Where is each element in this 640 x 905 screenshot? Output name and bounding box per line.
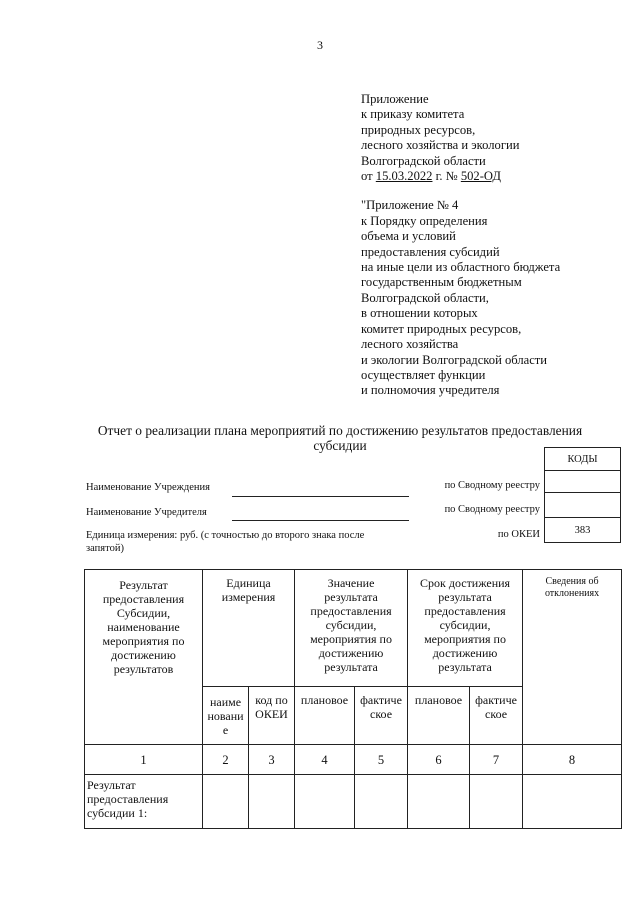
registry1-label: по Сводному реестру xyxy=(444,480,540,491)
appendix4-line: к Порядку определения xyxy=(361,213,488,228)
header-deviations: Сведения об отклонениях xyxy=(523,570,622,745)
subheader-name: наиме новани е xyxy=(203,687,249,745)
unit-line2: запятой) xyxy=(86,543,124,554)
header-result: Результат предоставления Субсидии, наименование мероприятия по достижению результатов xyxy=(85,570,203,745)
table-cell[interactable] xyxy=(355,775,408,829)
subheader-plan-term: плановое xyxy=(408,687,470,745)
appendix-line: к приказу комитета xyxy=(361,107,465,122)
founder-line[interactable] xyxy=(232,520,409,521)
subheader-fact-value: фактиче ское xyxy=(355,687,408,745)
codes-table xyxy=(544,447,621,543)
column-number: 4 xyxy=(295,745,355,775)
unit-line1: Единица измерения: руб. (с точностью до второго знака после xyxy=(86,530,365,541)
appendix4-line: предоставления субсидий xyxy=(361,244,500,259)
order-number: 502-ОД xyxy=(460,169,501,184)
codes-header: КОДЫ xyxy=(545,448,621,471)
date-middle: г. № xyxy=(432,169,461,184)
subheader-fact-term: фактиче ское xyxy=(470,687,523,745)
report-table xyxy=(84,569,622,829)
appendix-line: Приложение xyxy=(361,92,429,106)
appendix4-line: и полномочия учредителя xyxy=(361,383,500,398)
unit-label xyxy=(86,529,364,555)
date-prefix: от xyxy=(361,169,376,184)
subheader-okei: код по ОКЕИ xyxy=(249,687,295,745)
table-cell[interactable] xyxy=(249,775,295,829)
appendix-block xyxy=(361,92,560,399)
report-title-line1: Отчет о реализации плана мероприятий по достижению результатов предоставления xyxy=(97,423,583,438)
table-row-result-1-label: Результат предоставления субсидии 1: xyxy=(85,775,203,829)
appendix4-line: и экологии Волгоградской области xyxy=(361,352,548,367)
appendix4-line: "Приложение № 4 xyxy=(361,198,459,213)
table-cell[interactable] xyxy=(203,775,249,829)
table-cell[interactable] xyxy=(295,775,355,829)
order-date: 15.03.2022 xyxy=(375,169,433,184)
code-registry1-cell[interactable] xyxy=(545,471,621,493)
header-term: Срок достижения результата предоставления субсидии, мероприятия по достижению результата xyxy=(408,570,523,687)
column-number: 7 xyxy=(470,745,523,775)
subheader-plan-value: плановое xyxy=(295,687,355,745)
appendix-line: Волгоградской области xyxy=(361,153,486,168)
appendix4-line: лесного хозяйства xyxy=(361,337,459,352)
table-cell[interactable] xyxy=(523,775,622,829)
appendix4-line: государственным бюджетным xyxy=(361,275,522,290)
appendix-line: природных ресурсов, xyxy=(361,122,476,137)
appendix4-line: на иные цели из областного бюджета xyxy=(361,260,561,275)
column-number: 5 xyxy=(355,745,408,775)
appendix4-line: в отношении которых xyxy=(361,306,478,321)
column-number: 1 xyxy=(85,745,203,775)
code-okei-cell: 383 xyxy=(545,518,621,543)
header-unit: Единица измерения xyxy=(203,570,295,687)
appendix4-line: осуществляет функции xyxy=(361,367,486,382)
founder-label: Наименование Учредителя xyxy=(86,507,207,518)
report-title-line2: субсидии xyxy=(313,438,367,453)
column-number: 8 xyxy=(523,745,622,775)
header-value: Значение результата предоставления субсидии, мероприятия по достижению результата xyxy=(295,570,408,687)
column-number: 6 xyxy=(408,745,470,775)
page-number: 3 xyxy=(317,38,323,52)
code-registry2-cell[interactable] xyxy=(545,493,621,518)
appendix-line: лесного хозяйства и экологии xyxy=(361,138,520,153)
okei-label: по ОКЕИ xyxy=(497,529,540,540)
report-title xyxy=(60,423,620,453)
institution-line[interactable] xyxy=(232,496,409,497)
column-number: 2 xyxy=(203,745,249,775)
institution-label: Наименование Учреждения xyxy=(86,482,210,493)
appendix4-line: объема и условий xyxy=(361,229,456,244)
appendix4-line: комитет природных ресурсов, xyxy=(361,321,522,336)
column-number: 3 xyxy=(249,745,295,775)
table-cell[interactable] xyxy=(470,775,523,829)
appendix4-line: Волгоградской области, xyxy=(361,290,489,305)
appendix-date-line xyxy=(361,169,560,184)
registry2-label: по Сводному реестру xyxy=(444,504,540,515)
table-cell[interactable] xyxy=(408,775,470,829)
